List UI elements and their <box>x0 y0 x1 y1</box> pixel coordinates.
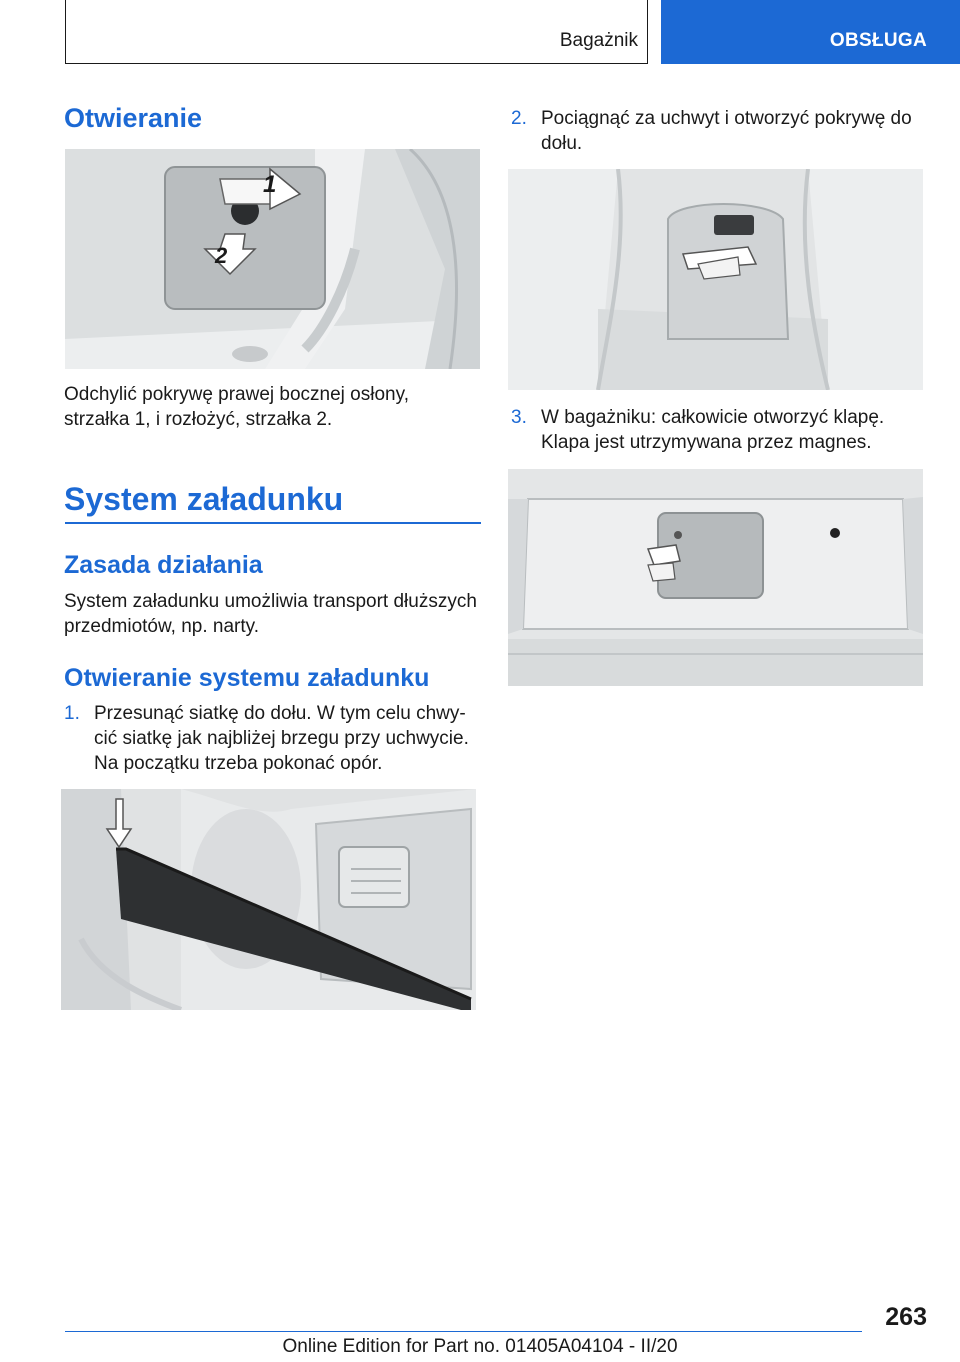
section-title-system-zaladunku: System załadunku <box>64 481 344 517</box>
page-number: 263 <box>885 1303 927 1331</box>
header-chapter-label[interactable]: OBSŁUGA <box>829 30 927 51</box>
heading-otwieranie: Otwieranie <box>64 103 203 133</box>
figure-pull-handle <box>508 169 923 390</box>
subheading-zasada-dzialania: Zasada działania <box>64 551 263 579</box>
step-1-text: Przesunąć siatkę do dołu. W tym celu chwy- cić siatkę jak najbliżej brzegu przy uchwycie. Na początku trzeba pokonać opór. <box>94 703 469 774</box>
figure-side-cover-open <box>65 149 480 369</box>
step-2-text: Pociągnąć za uchwyt i otworzyć pokrywę do dołu. <box>541 108 912 154</box>
figure-arrow-label-1: 1 <box>263 171 277 198</box>
handle-illustration <box>508 169 923 390</box>
open-cover-caption: Odchylić pokrywę prawej bocznej osłony, strzałka 1, i rozłożyć, strzałka 2. <box>64 384 409 430</box>
principle-text: System załadunku umożliwia transport dłuższych przedmiotów, np. narty. <box>64 591 477 637</box>
section-title-rule <box>65 522 481 524</box>
step-2-number: 2. <box>511 108 527 129</box>
figure-net-slide-down <box>61 789 476 1010</box>
figure-trunk-flap <box>508 469 923 686</box>
footer-edition-text: Online Edition for Part no. 01405A04104 - II/20 <box>282 1336 678 1357</box>
net-illustration <box>61 789 476 1010</box>
footer-rule <box>65 1331 862 1332</box>
step-3-number: 3. <box>511 407 527 428</box>
trunk-flap-illustration <box>508 469 923 686</box>
step-1-number: 1. <box>64 703 80 724</box>
header-section-title: Bagażnik <box>559 30 638 51</box>
step-3-text: W bagażniku: całkowicie otworzyć klapę. Klapa jest utrzymywana przez magnes. <box>541 407 885 453</box>
figure-arrow-label-2: 2 <box>215 243 228 268</box>
subheading-otwieranie-systemu: Otwieranie systemu załadunku <box>64 664 430 692</box>
